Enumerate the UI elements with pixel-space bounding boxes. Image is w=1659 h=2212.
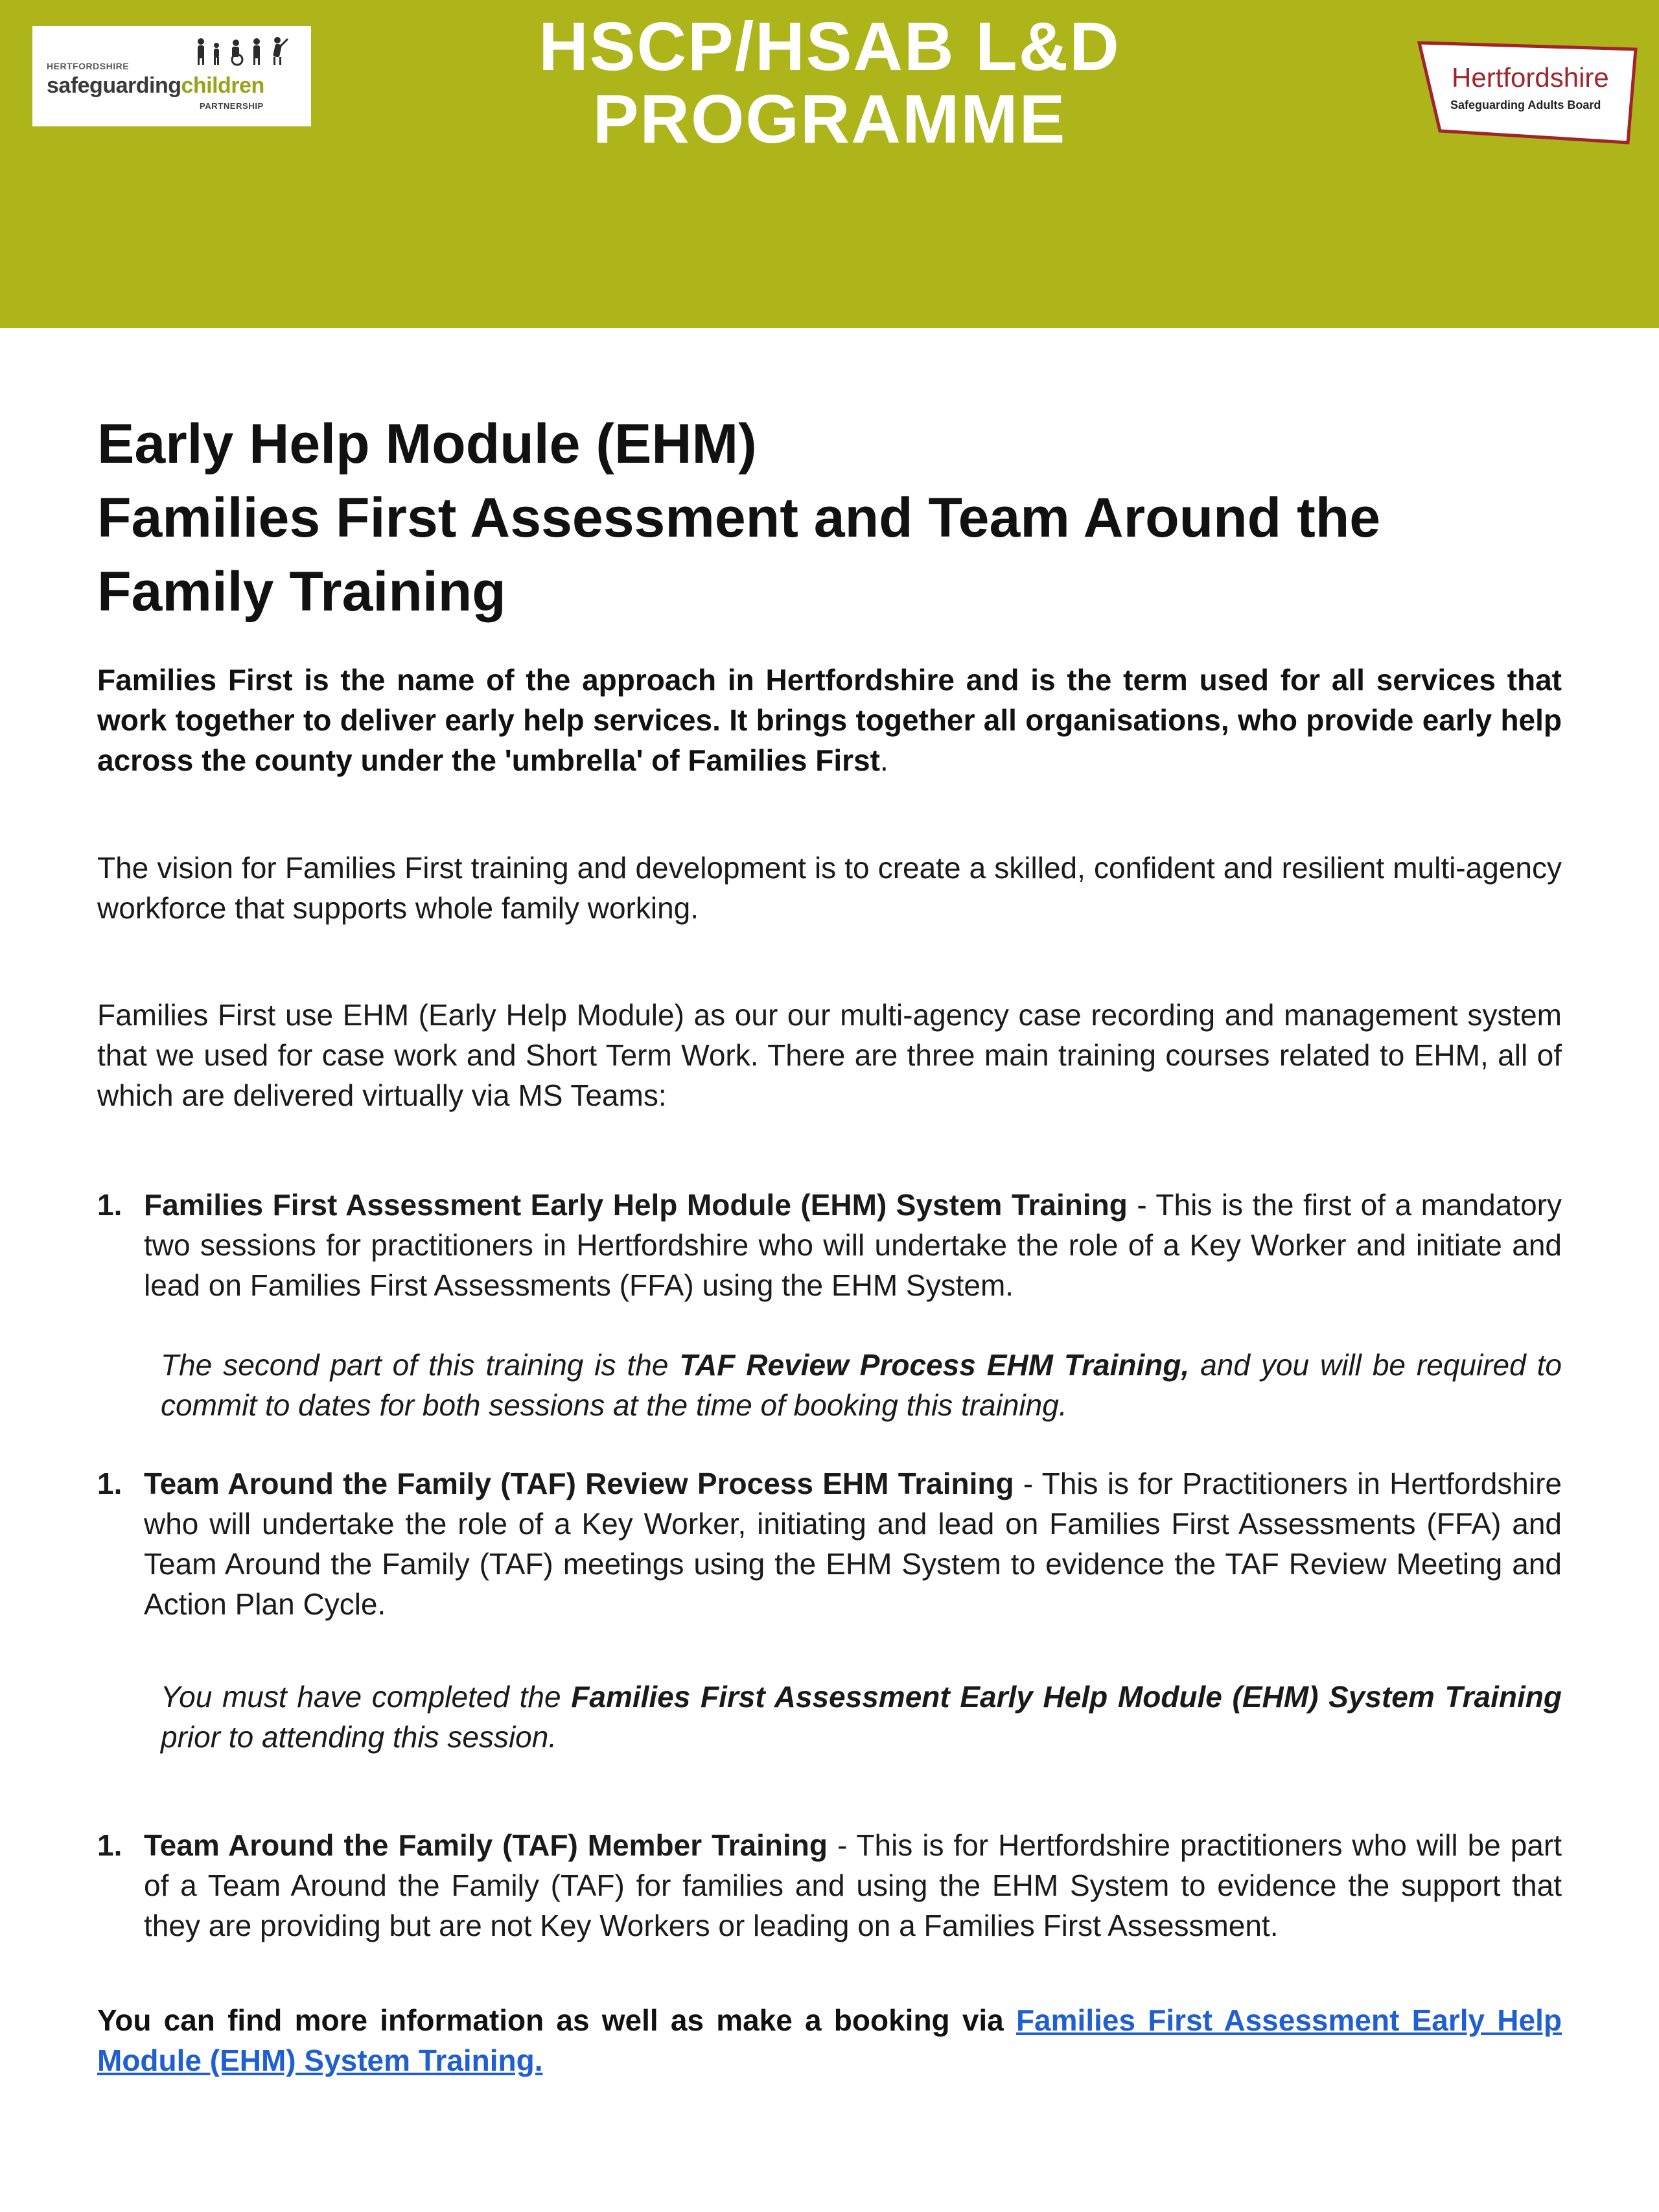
list-item-text [144, 1463, 1562, 1624]
list-item-text [144, 1185, 1562, 1305]
intro-paragraph [97, 660, 1562, 780]
logo-partnership-label: PARTNERSHIP [200, 101, 264, 111]
page-title [97, 407, 1562, 629]
logo-wordmark-a: safeguarding [47, 73, 181, 98]
page-title-line1: Early Help Module (EHM) [97, 413, 757, 475]
list-item-text [144, 1825, 1562, 1946]
booking-link[interactable]: Families First Assessment Early Help Module (EHM) System Training. [97, 2003, 1562, 2077]
item-note [161, 1677, 1562, 1757]
list-item-title: Team Around the Family (TAF) Review Process EHM Training [144, 1467, 1014, 1500]
programme-title [363, 10, 1296, 156]
programme-title-line1: HSCP/HSAB L&D [539, 8, 1120, 85]
hsab-logo-subtitle: Safeguarding Adults Board [1450, 99, 1601, 111]
list-item-number: 1. [97, 1467, 122, 1500]
booking-paragraph [97, 2000, 1562, 2080]
list-item-title: Team Around the Family (TAF) Member Training [144, 1828, 828, 1862]
programme-title-line2: PROGRAMME [592, 81, 1067, 157]
logo-wordmark [47, 74, 264, 97]
booking-text: You can find more information as well as make a booking via [97, 2003, 1016, 2037]
item-note-bold: Families First Assessment Early Help Module (EHM) System Training [571, 1680, 1562, 1714]
people-silhouettes-icon [194, 36, 292, 66]
list-item-description: - This is the first of a mandatory two sessions for practitioners in Hertfordshire who will undertake the role of a Key Worker and initiate and lead on Families First Assessments (FFA) using the EHM System. [144, 1188, 1562, 1302]
list-item-number: 1. [97, 1188, 122, 1222]
list-item-description: - This is for Hertfordshire practitioners who will be part of a Team Around the Family (TAF) for families and using the EHM System to evidence the support that they are providing but are not Key Workers or leading on a Families First Assessment. [144, 1828, 1562, 1942]
safeguarding-children-partnership-logo [32, 26, 311, 126]
page-title-line3: Family Training [97, 561, 506, 623]
list-item-description: - This is for Practitioners in Hertfordshire who will undertake the role of a Key Worker, initiating and lead on Families First Assessments (FFA) and Team Around the Family (TAF) meetings using the EHM System to evidence the TAF Review Meeting and Action Plan Cycle. [144, 1467, 1562, 1621]
intro-end: . [879, 743, 888, 777]
list-item-number: 1. [97, 1828, 122, 1862]
item-note-pre: You must have completed the [161, 1680, 572, 1714]
item-note-bold: TAF Review Process EHM Training, [679, 1348, 1190, 1382]
page-title-line2: Families First Assessment and Team Around the [97, 487, 1381, 549]
logo-county-label: HERTFORDSHIRE [47, 61, 130, 71]
vision-paragraph: The vision for Families First training and development is to create a skilled, confident and resilient multi-agency workforce that supports whole family working. [97, 851, 1562, 925]
item-note-pre: The second part of this training is the [161, 1348, 680, 1382]
ehm-intro-paragraph: Families First use EHM (Early Help Module) as our our multi-agency case recording and management system that we used for case work and Short Term Work. There are three main training courses related to EHM, all of which are delivered virtually via MS Teams: [97, 998, 1562, 1112]
item-note-post: prior to attending this session. [161, 1720, 557, 1754]
intro-text: Families First is the name of the approach in Hertfordshire and is the term used for all services that work together to deliver early help services. It brings together all organisations, who provide early help across the county under the 'umbrella' of Families First [97, 663, 1562, 777]
hsab-logo-name: Hertfordshire [1452, 62, 1609, 93]
list-item-title: Families First Assessment Early Help Module (EHM) System Training [144, 1188, 1128, 1222]
logo-wordmark-b: children [181, 73, 264, 98]
item-note-post: and you will be required to commit to dates for both sessions at the time of booking this training. [161, 1348, 1562, 1422]
header-banner [0, 0, 1659, 328]
item-note [161, 1345, 1562, 1425]
